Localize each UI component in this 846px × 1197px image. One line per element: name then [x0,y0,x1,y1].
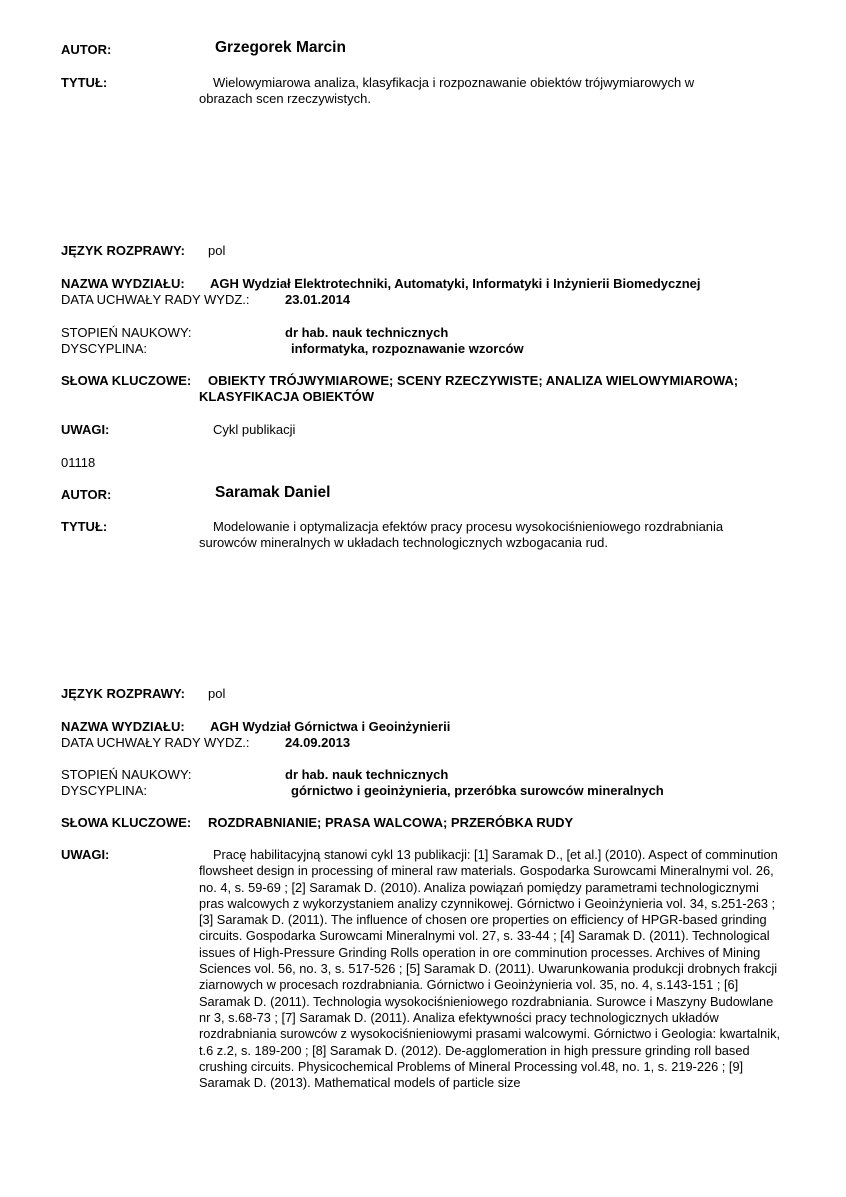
date-value: 23.01.2014 [285,292,351,307]
notes-label: UWAGI: [61,847,110,862]
discipline-label: DYSCYPLINA: [61,341,147,356]
discipline-value: górnictwo i geoinżynieria, przeróbka surowców mineralnych [291,783,664,798]
author-name: Saramak Daniel [215,484,331,501]
language-value: pol [208,243,226,258]
faculty-label: NAZWA WYDZIAŁU: [61,276,185,291]
title-text: Modelowanie i optymalizacja efektów pracy procesu wysokociśnieniowego rozdrabniania surowców mineralnych w układach technologicznych wzbogacania rud. [199,519,724,551]
faculty-label: NAZWA WYDZIAŁU: [61,719,185,734]
notes-value: Pracę habilitacyjną stanowi cykl 13 publikacji: [1] Saramak D., [et al.] (2010). Aspect of comminution flowsheet design in processing of mineral raw materials. Gospodarka Surowcami Mineralnymi vol. 26, no. 4, s. 59-69 ; [2] Saramak D. (2010). Analiza powiązań pomiędzy parametrami technologicznymi pras walcowych z wykorzystaniem analizy czynnikowej. Górnictwo i Geoinżynieria vol. 34, s.251-263 ; [3] Saramak D. (2011). The influence of chosen ore properties on efficiency of HPGR-based grinding circuits. Gospodarka Surowcami Mineralnymi vol. 27, s. 33-44 ; [4] Saramak D. (2011). Technological issues of High-Pressure Grinding Rolls operation in ore comminution processes. Archives of Mining Sciences vol. 56, no. 3, s. 517-526 ; [5] Saramak D. (2011). Uwarunkowania produkcji drobnych frakcji ziarnowych w procesach rozdrabniania. Górnictwo i Geoinżynieria vol. 35, no. 4, s.143-151 ; [6] Saramak D. (2011). Technologia wysokociśnieniowego rozdrabniania. Surowce i Maszyny Budowlane nr 3, s.68-73 ; [7] Saramak D. (2011). Analiza efektywności pracy technologicznych układów rozdrabniania surowców z wysokociśnieniowymi prasami walcowymi. Górnictwo i Geologia: kwartalnik, t.6 z.2, s. 189-200 ; [8] Saramak D. (2012). De-agglomeration in high pressure grinding roll based crushing circuits. Physicochemical Problems of Mineral Processing vol.48, no. 1, s. 219-226 ; [9] Saramak D. (2013). Mathematical models of particle size [199,847,781,1091]
author-label: AUTOR: [61,42,112,57]
discipline-value: informatyka, rozpoznawanie wzorców [291,341,524,356]
faculty-value: AGH Wydział Górnictwa i Geoinżynierii [210,719,451,734]
author-label: AUTOR: [61,487,112,502]
title-text: Wielowymiarowa analiza, klasyfikacja i rozpoznawanie obiektów trójwymiarowych w obrazach scen rzeczywistych. [199,75,695,107]
degree-label: STOPIEŃ NAUKOWY: [61,325,192,340]
author-name: Grzegorek Marcin [215,39,346,56]
date-value: 24.09.2013 [285,735,351,750]
language-label: JĘZYK ROZPRAWY: [61,243,185,258]
notes-label: UWAGI: [61,422,110,437]
title-label: TYTUŁ: [61,519,108,534]
keywords-label: SŁOWA KLUCZOWE: [61,815,192,830]
title-label: TYTUŁ: [61,75,108,90]
notes-value: Cykl publikacji [213,422,296,437]
discipline-label: DYSCYPLINA: [61,783,147,798]
keywords-line-1: OBIEKTY TRÓJWYMIAROWE; SCENY RZECZYWISTE; ANALIZA WIELOWYMIAROWA; [208,373,739,388]
degree-value: dr hab. nauk technicznych [285,325,449,340]
keywords-line-1: ROZDRABNIANIE; PRASA WALCOWA; PRZERÓBKA RUDY [208,815,574,830]
language-label: JĘZYK ROZPRAWY: [61,686,185,701]
date-label: DATA UCHWAŁY RADY WYDZ.: [61,735,250,750]
language-value: pol [208,686,226,701]
degree-label: STOPIEŃ NAUKOWY: [61,767,192,782]
keywords-label: SŁOWA KLUCZOWE: [61,373,192,388]
faculty-value: AGH Wydział Elektrotechniki, Automatyki, Informatyki i Inżynierii Biomedycznej [210,276,701,291]
keywords-line-2: KLASYFIKACJA OBIEKTÓW [199,389,375,404]
date-label: DATA UCHWAŁY RADY WYDZ.: [61,292,250,307]
record-number: 01118 [61,455,96,470]
degree-value: dr hab. nauk technicznych [285,767,449,782]
